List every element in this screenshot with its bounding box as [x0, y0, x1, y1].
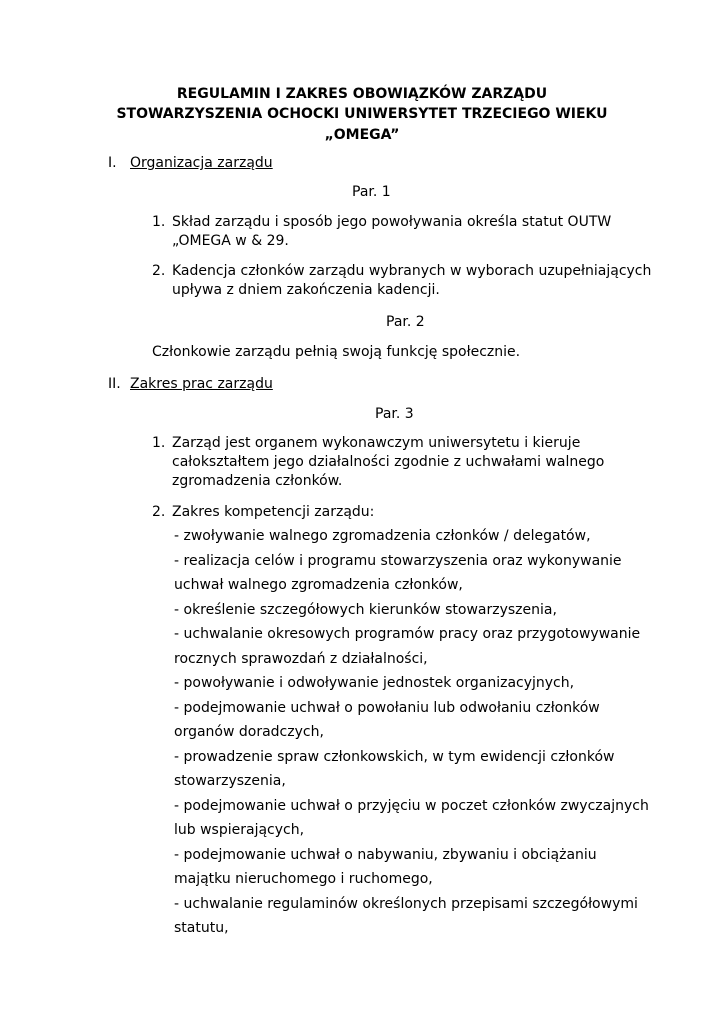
paragraph-number-1: Par. 1	[352, 184, 391, 200]
paragraph-number-2: Par. 2	[386, 314, 425, 330]
section-label: Organizacja zarządu	[130, 155, 273, 171]
competence-item: - podejmowanie uchwał o nabywaniu, zbywaniu i obciążaniu majątku nieruchomego i ruchomego,	[174, 846, 597, 887]
list-item-number: 1.	[152, 435, 166, 451]
list-item-number: 2.	[152, 504, 166, 520]
list-item	[152, 262, 652, 300]
competence-item: - realizacja celów i programu stowarzyszenia oraz wykonywanie uchwał walnego zgromadzenia członków,	[174, 552, 622, 593]
section-number: II.	[108, 376, 121, 392]
competence-item: - prowadzenie spraw członkowskich, w tym ewidencji członków stowarzyszenia,	[174, 748, 615, 789]
section-heading-1	[108, 153, 273, 173]
list-item-number: 1.	[152, 214, 166, 230]
competence-item: - podejmowanie uchwał o przyjęciu w poczet członków zwyczajnych lub wspierających,	[174, 797, 649, 838]
list-item-text: Kadencja członków zarządu wybranych w wyborach uzupełniających upływa z dniem zakończenia kadencji.	[172, 263, 652, 298]
paragraph-number-3: Par. 3	[375, 406, 414, 422]
competence-item: - uchwalanie okresowych programów pracy oraz przygotowywanie rocznych sprawozdań z działalności,	[174, 626, 641, 667]
paragraph-text: Członkowie zarządu pełnią swoją funkcję społecznie.	[152, 344, 521, 360]
document-title-line-3: „OMEGA”	[324, 127, 400, 143]
competence-item: - podejmowanie uchwał o powołaniu lub odwołaniu członków organów doradczych,	[174, 699, 600, 740]
list-item	[152, 213, 652, 251]
document-title-line-2: STOWARZYSZENIA OCHOCKI UNIWERSYTET TRZECIEGO WIEKU	[116, 106, 608, 122]
list-item-text: Zakres kompetencji zarządu:	[172, 504, 375, 520]
competence-list	[174, 524, 654, 941]
list-item	[152, 503, 652, 522]
competence-item: - uchwalanie regulaminów określonych przepisami szczegółowymi statutu,	[174, 895, 638, 936]
list-item-number: 2.	[152, 263, 166, 279]
list-item-text: Skład zarządu i sposób jego powoływania określa statut OUTW „OMEGA w & 29.	[172, 214, 612, 249]
competence-item: - powoływanie i odwoływanie jednostek organizacyjnych,	[174, 675, 575, 691]
competence-item: - zwoływanie walnego zgromadzenia członków / delegatów,	[174, 528, 591, 544]
list-item	[152, 434, 652, 491]
competence-item: - określenie szczegółowych kierunków stowarzyszenia,	[174, 601, 557, 618]
document-title-line-1: REGULAMIN I ZAKRES OBOWIĄZKÓW ZARZĄDU	[176, 86, 548, 102]
section-number: I.	[108, 155, 117, 171]
list-item-text: Zarząd jest organem wykonawczym uniwersytetu i kieruje całokształtem jego działalności zgodnie z uchwałami walnego zgromadzenia członków.	[172, 435, 605, 489]
section-heading-2	[108, 374, 273, 394]
section-label: Zakres prac zarządu	[130, 376, 273, 392]
